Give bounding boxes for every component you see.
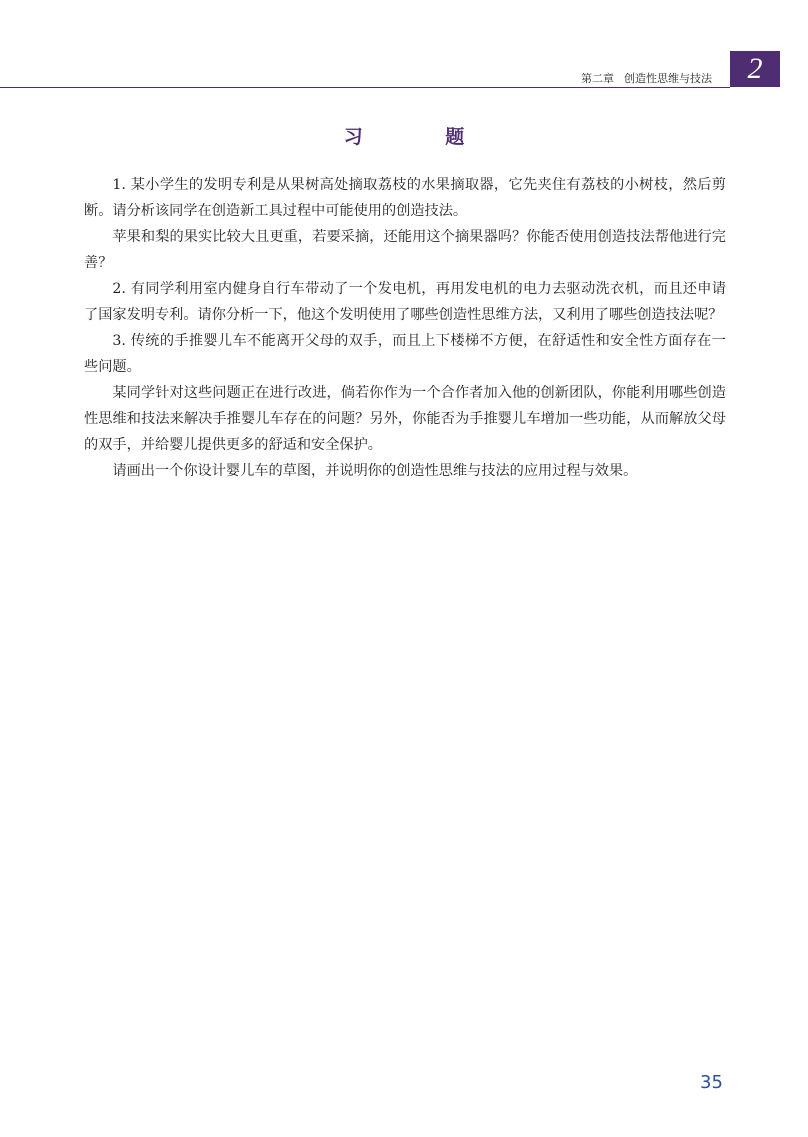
paragraph-5: 某同学针对这些问题正在进行改进，倘若你作为一个合作者加入他的创新团队，你能利用哪些创造性思维和技法来解决手推婴儿车存在的问题？另外，你能否为手推婴儿车增加一些功能，从而解放父母的双手，并给婴儿提供更多的舒适和安全保护。 [84, 385, 726, 453]
chapter-title: 创造性思维与技法 [624, 72, 712, 85]
paragraph-2: 苹果和梨的果实比较大且更重，若要采摘，还能用这个摘果器吗？你能否使用创造技法帮他进行完善？ [84, 229, 726, 271]
chapter-label: 第二章 [581, 72, 614, 85]
paragraph-6: 请画出一个你设计婴儿车的草图，并说明你的创造性思维与技法的应用过程与效果。 [112, 463, 638, 479]
paragraph-1: 1. 某小学生的发明专利是从果树高处摘取荔枝的水果摘取器，它先夹住有荔枝的小树枝，然后剪断。请分析该同学在创造新工具过程中可能使用的创造技法。 [84, 177, 726, 219]
paragraph-3: 2. 有同学利用室内健身自行车带动了一个发电机，再用发电机的电力去驱动洗衣机，而且还申请了国家发明专利。请你分析一下，他这个发明使用了哪些创造性思维方法，又利用了哪些创造技法呢？ [84, 281, 726, 323]
header-rule [0, 87, 730, 88]
paragraph-4: 3. 传统的手推婴儿车不能离开父母的双手，而且上下楼梯不方便，在舒适性和安全性方面存在一些问题。 [84, 333, 726, 375]
section-title: 习 题 [343, 126, 503, 148]
page-number: 35 [700, 1072, 723, 1093]
chapter-number-badge: 2 [730, 51, 780, 87]
running-header [581, 70, 712, 86]
exercise-body [84, 172, 726, 484]
